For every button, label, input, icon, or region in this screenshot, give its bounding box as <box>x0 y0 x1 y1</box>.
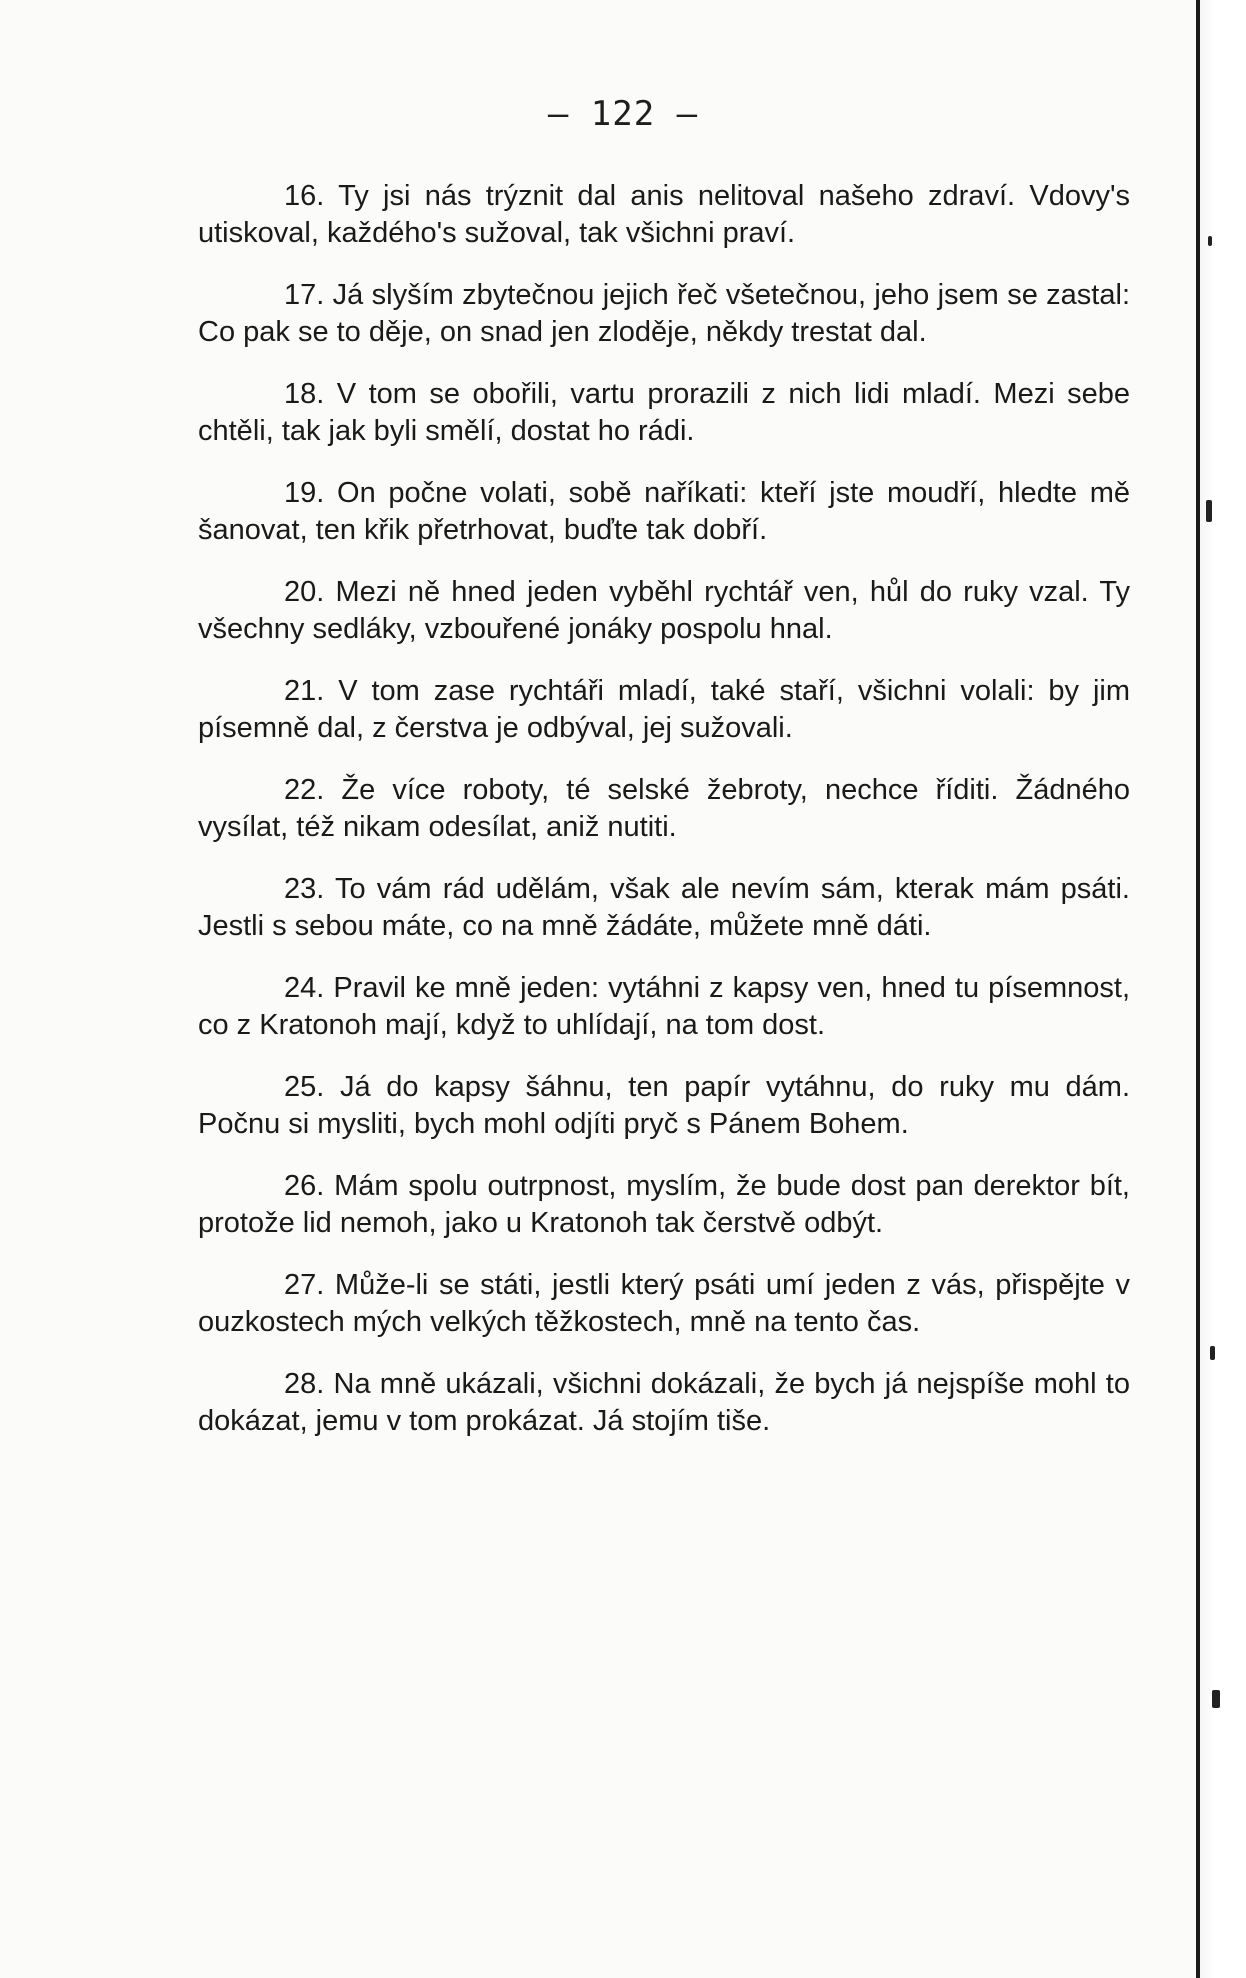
verse-28: 28. Na mně ukázali, všichni dokázali, že bych já nejspíše mohl to dokázat, jemu v tom prokázat. Já stojím tiše. <box>198 1368 1130 1437</box>
verse-22: 22. Že více roboty, té selské žebroty, nechce říditi. Žádného vysílat, též nikam odesílat, aniž nutiti. <box>198 774 1130 843</box>
verse-27: 27. Může-li se státi, jestli který psáti umí jeden z vás, přispějte v ouzkostech mých velkých těžkostech, mně na tento čas. <box>198 1269 1130 1338</box>
page-edge-speck <box>1208 236 1212 246</box>
verse-21: 21. V tom zase rychtáři mladí, také staří, všichni volali: by jim písemně dal, z čerstva je odbýval, jej sužovali. <box>198 675 1130 744</box>
verse-17: 17. Já slyším zbytečnou jejich řeč všetečnou, jeho jsem se zastal: Co pak se to děje, on snad jen zloděje, někdy trestat dal. <box>198 279 1130 348</box>
page-edge-background <box>1198 0 1246 1978</box>
page-edge-line <box>1196 0 1200 1978</box>
verse-text-block <box>198 178 1130 1440</box>
page-edge-speck <box>1212 1690 1220 1708</box>
verse-20: 20. Mezi ně hned jeden vyběhl rychtář ven, hůl do ruky vzal. Ty všechny sedláky, vzbouřené jonáky pospolu hnal. <box>198 576 1130 645</box>
page-number: — 122 — <box>547 94 699 134</box>
verse-16: 16. Ty jsi nás trýznit dal anis nelitoval našeho zdraví. Vdovy's utiskoval, každého's sužoval, tak všichni praví. <box>198 180 1130 249</box>
page-edge-speck <box>1210 1346 1215 1360</box>
verse-24: 24. Pravil ke mně jeden: vytáhni z kapsy ven, hned tu písemnost, co z Kratonoh mají, když to uhlídají, na tom dost. <box>198 972 1130 1041</box>
verse-19: 19. On počne volati, sobě naříkati: kteří jste moudří, hledte mě šanovat, ten křik přetrhovat, buďte tak dobří. <box>198 477 1130 546</box>
verse-23: 23. To vám rád udělám, však ale nevím sám, kterak mám psáti. Jestli s sebou máte, co na mně žádáte, můžete mně dáti. <box>198 873 1130 942</box>
verse-18: 18. V tom se obořili, vartu prorazili z nich lidi mladí. Mezi sebe chtěli, tak jak byli smělí, dostat ho rádi. <box>198 378 1130 447</box>
verse-25: 25. Já do kapsy šáhnu, ten papír vytáhnu, do ruky mu dám. Počnu si mysliti, bych mohl odjíti pryč s Pánem Bohem. <box>198 1071 1130 1140</box>
verse-26: 26. Mám spolu outrpnost, myslím, že bude dost pan derektor bít, protože lid nemoh, jako u Kratonoh tak čerstvě odbýt. <box>198 1170 1130 1239</box>
page-edge-speck <box>1206 500 1212 522</box>
